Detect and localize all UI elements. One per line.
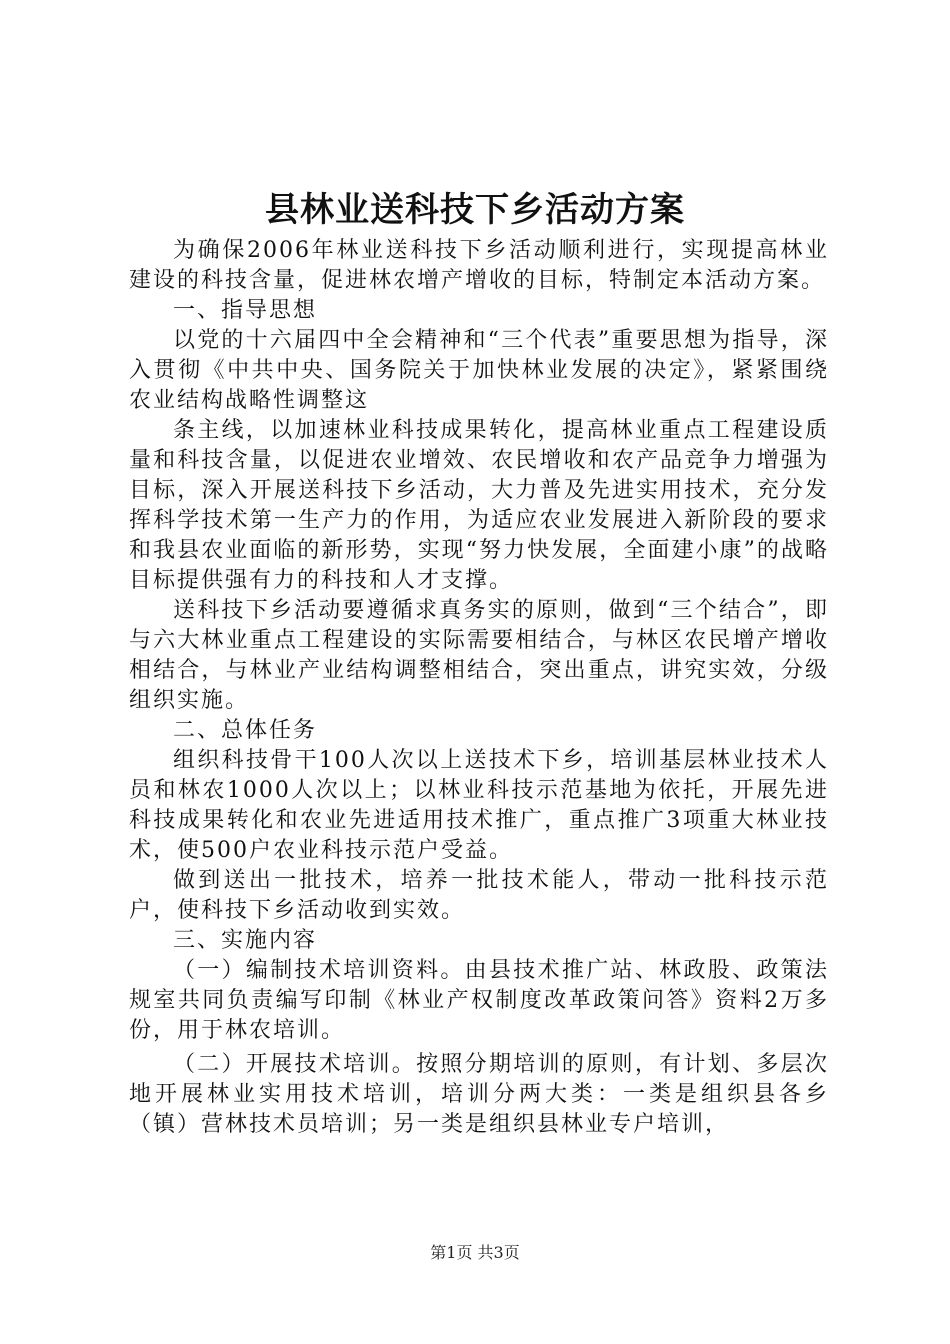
paragraph-guiding-thought-2: 条主线，以加速林业科技成果转化，提高林业重点工程建设质量和科技含量，以促进农业增效、农民增收和农产品竞争力增强为目标，深入开展送科技下乡活动，大力普及先进实用技术，充分发挥科学技术第一生产力的作用，为适应农业发展进入新阶段的要求和我县农业面临的新形势，实现“努力快发展，全面建小康”的战略目标提供强有力的科技和人才支撑。: [129, 418, 829, 593]
paragraph-overall-tasks-2: 做到送出一批技术，培养一批技术能人，带动一批科技示范户，使科技下乡活动收到实效。: [129, 868, 829, 923]
paragraph-implementation-1: （一）编制技术培训资料。由县技术推广站、林政股、政策法规室共同负责编写印制《林业产权制度改革政策问答》资料2万多份，用于林农培训。: [129, 958, 829, 1043]
paragraph-guiding-thought-3: 送科技下乡活动要遵循求真务实的原则，做到“三个结合”，即与六大林业重点工程建设的实际需要相结合，与林区农民增产增收相结合，与林业产业结构调整相结合，突出重点，讲究实效，分级组织实施。: [129, 598, 829, 713]
document-body: [129, 236, 829, 1140]
document-title: 县林业送科技下乡活动方案: [265, 190, 685, 230]
page-number-footer: 第1页 共3页: [430, 1243, 520, 1262]
section-heading-guiding-thought: 一、指导思想: [173, 298, 318, 323]
section-heading-implementation: 三、实施内容: [173, 928, 318, 953]
section-heading-overall-tasks: 二、总体任务: [173, 718, 318, 743]
paragraph-overall-tasks-1: 组织科技骨干100人次以上送技术下乡，培训基层林业技术人员和林农1000人次以上；以林业科技示范基地为依托，开展先进科技成果转化和农业先进适用技术推广，重点推广3项重大林业技术，使500户农业科技示范户受益。: [129, 748, 829, 863]
paragraph-implementation-2: （二）开展技术培训。按照分期培训的原则，有计划、多层次地开展林业实用技术培训，培训分两大类：一类是组织县各乡（镇）营林技术员培训；另一类是组织县林业专户培训，: [129, 1052, 829, 1137]
paragraph-intro: 为确保2006年林业送科技下乡活动顺利进行，实现提高林业建设的科技含量，促进林农增产增收的目标，特制定本活动方案。: [129, 238, 829, 293]
paragraph-guiding-thought-1: 以党的十六届四中全会精神和“三个代表”重要思想为指导，深入贯彻《中共中央、国务院关于加快林业发展的决定》，紧紧围绕农业结构战略性调整这: [129, 328, 829, 413]
